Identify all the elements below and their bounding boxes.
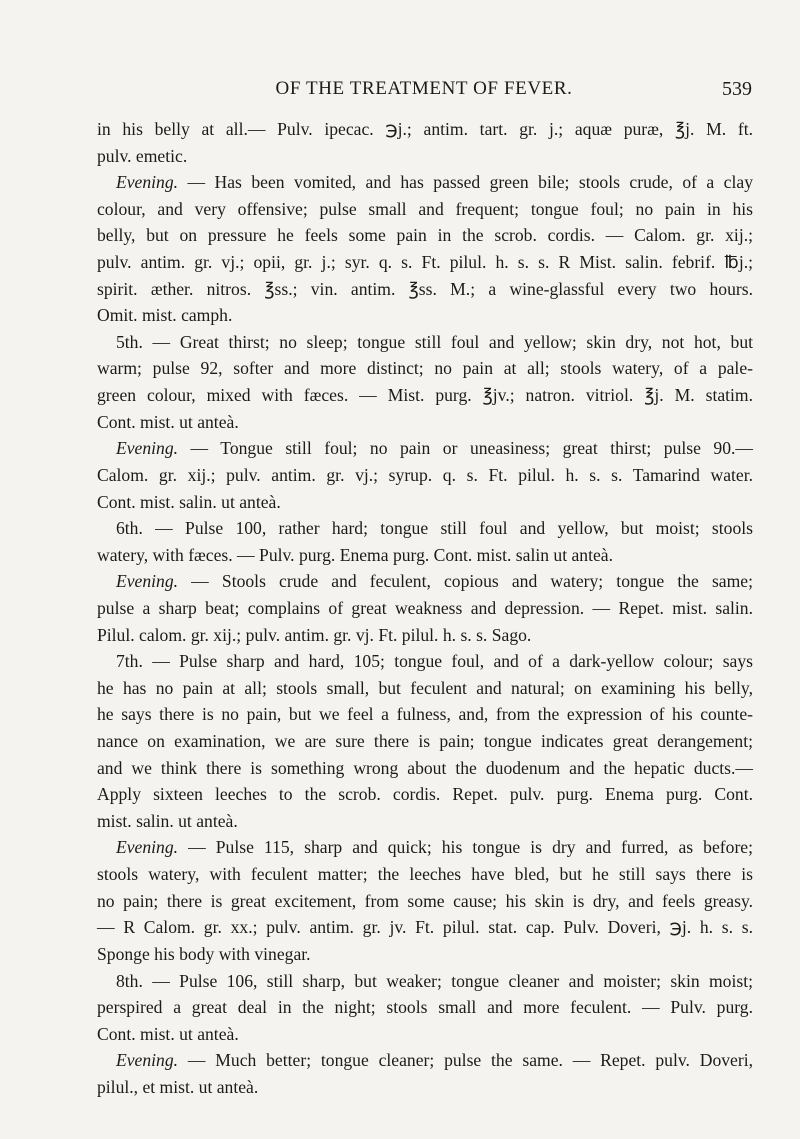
entry-text: — Pulse 115, sharp and quick; his tongue is dry and furred, as before; [178,837,753,858]
text-line: green colour, mixed with fæces. — Mist. purg. ℥jv.; natron. vitriol. ℥j. M. statim. [97,385,753,406]
text-line: Cont. mist. ut anteà. [97,1023,239,1044]
text-line: nance on examination, we are sure there is pain; tongue indicates great derangement; [97,731,753,752]
entry-lead: Evening. [116,1050,179,1071]
text-line: warm; pulse 92, softer and more distinct; no pain at all; stools watery, of a pale- [97,358,753,379]
entry-text: — Has been vomited, and has passed green bile; stools crude, of a clay [178,172,753,193]
text-line: stools watery, with feculent matter; the leeches have bled, but he still says there is [97,864,753,885]
text-line: he has no pain at all; stools small, but feculent and natural; on examining his belly, [97,677,753,698]
text-line: Omit. mist. camph. [97,305,233,326]
text-line: he says there is no pain, but we feel a fulness, and, from the expression of his counte- [97,704,753,725]
text-line: Pilul. calom. gr. xij.; pulv. antim. gr. vj. Ft. pilul. h. s. s. Sago. [97,624,532,645]
page-number: 539 [722,78,752,100]
text-line: Cont. mist. ut anteà. [97,411,239,432]
text-line: belly, but on pressure he feels some pain in the scrob. cordis. — Calom. gr. xij.; [97,225,753,246]
text-line: mist. salin. ut anteà. [97,810,238,831]
entry-lead: Evening. [116,571,179,592]
text-line: perspired a great deal in the night; stools small and more feculent. — Pulv. purg. [97,997,753,1018]
text-line [97,169,753,196]
text-line: pulv. antim. gr. vj.; opii, gr. j.; syr. q. s. Ft. pilul. h. s. s. R Mist. salin. febrif. ℔j.; [97,252,753,273]
text-line: Cont. mist. salin. ut anteà. [97,491,281,512]
text-line [97,435,753,462]
entry-lead: Evening. [116,172,179,193]
text-line: spirit. æther. nitros. ℥ss.; vin. antim. ℥ss. M.; a wine-glassful every two hours. [97,278,753,299]
text-line: colour, and very offensive; pulse small and frequent; tongue foul; no pain in his [97,198,753,219]
text-line [97,834,753,861]
text-line: — R Calom. gr. xx.; pulv. antim. gr. jv. Ft. pilul. stat. cap. Pulv. Doveri, ℈j. h. s. s. [97,917,753,938]
text-line: pilul., et mist. ut anteà. [97,1076,259,1097]
text-line [97,1047,753,1074]
text-line: no pain; there is great excitement, from some cause; his skin is dry, and feels greasy. [97,890,753,911]
text-line: Apply sixteen leeches to the scrob. cordis. Repet. pulv. purg. Enema purg. Cont. [97,784,753,805]
text-line: 5th. — Great thirst; no sleep; tongue still foul and yellow; skin dry, not hot, but [116,331,753,352]
entry-lead: Evening. [116,438,179,459]
text-line [97,568,753,595]
entry-text: — Stools crude and feculent, copious and watery; tongue the same; [178,571,753,592]
text-line: 6th. — Pulse 100, rather hard; tongue still foul and yellow, but moist; stools [116,518,753,539]
entry-text: — Tongue still foul; no pain or uneasiness; great thirst; pulse 90.— [178,438,753,459]
text-line: watery, with fæces. — Pulv. purg. Enema purg. Cont. mist. salin ut anteà. [97,544,614,565]
running-head: OF THE TREATMENT OF FEVER. [275,78,573,99]
body-text [97,116,753,1101]
entry-text: — Much better; tongue cleaner; pulse the same. — Repet. pulv. Doveri, [178,1050,753,1071]
page-header [96,78,752,106]
text-line: 7th. — Pulse sharp and hard, 105; tongue foul, and of a dark-yellow colour; says [116,651,753,672]
text-line: pulse a sharp beat; complains of great weakness and depression. — Repet. mist. salin. [97,597,753,618]
entry-lead: Evening. [116,837,179,858]
text-line: Sponge his body with vinegar. [97,943,311,964]
text-line: in his belly at all.— Pulv. ipecac. ℈j.; antim. tart. gr. j.; aquæ puræ, ℥j. M. ft. [97,119,753,139]
text-line: pulv. emetic. [97,145,188,166]
text-line: and we think there is something wrong about the duodenum and the hepatic ducts.— [97,757,753,778]
text-line: Calom. gr. xij.; pulv. antim. gr. vj.; syrup. q. s. Ft. pilul. h. s. s. Tamarind water. [97,464,753,485]
text-line: 8th. — Pulse 106, still sharp, but weaker; tongue cleaner and moister; skin moist; [116,970,753,991]
